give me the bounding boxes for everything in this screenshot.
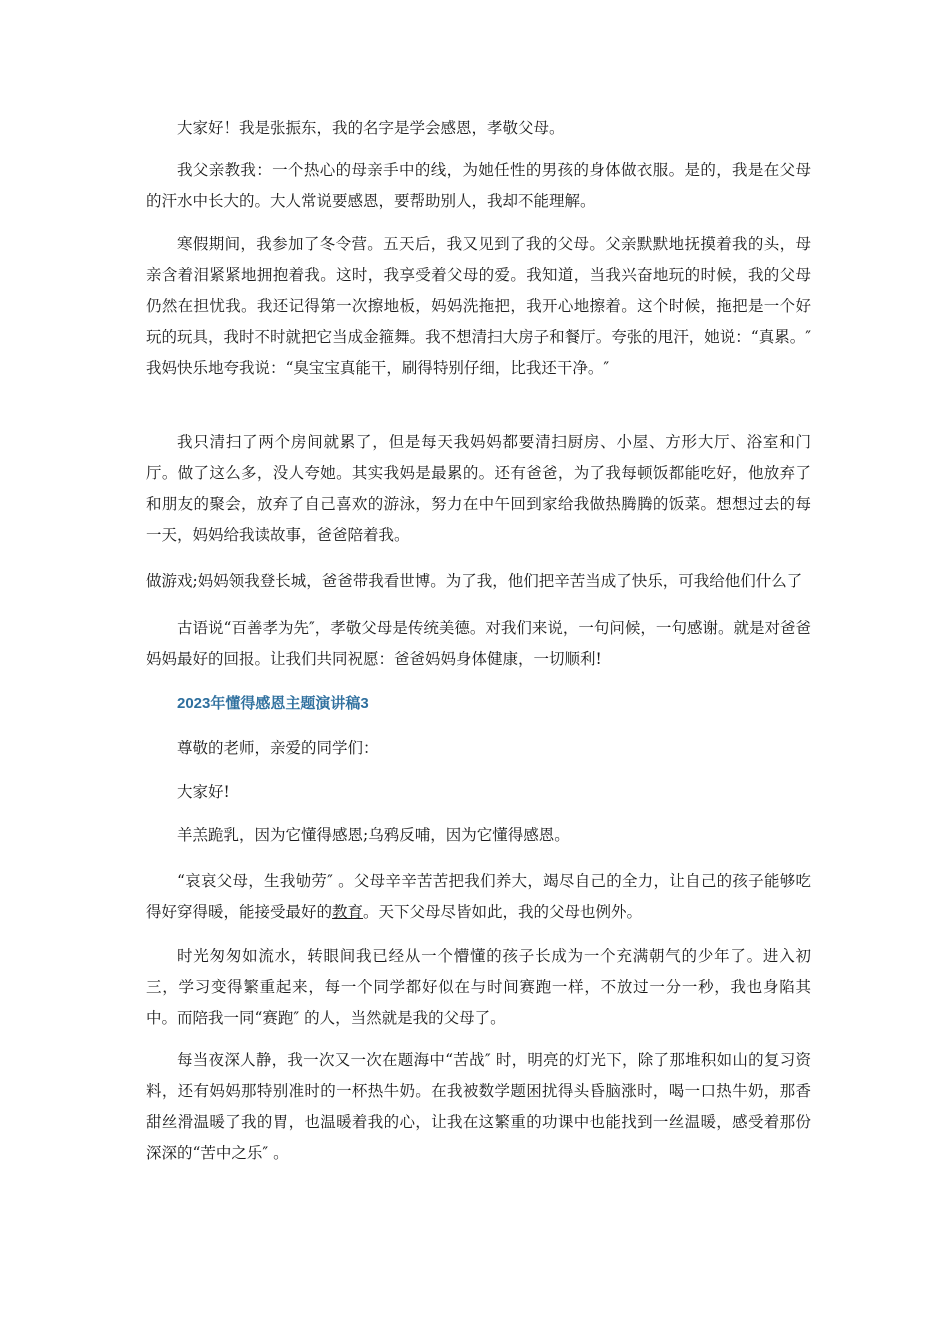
paragraph-filial-piety: 古语说“百善孝为先″，孝敬父母是传统美德。对我们来说，一句问候，一句感谢。就是对爸爸妈妈最好的回报。让我们共同祝愿：爸爸妈妈身体健康，一切顺利! [146,619,811,668]
paragraph-night-study: 每当夜深人静，我一次又一次在题海中“苦战″ 时，明亮的灯光下，除了那堆积如山的复习资料，还有妈妈那特别准时的一杯热牛奶。在我被数学题困扰得头昏脑涨时，喝一口热牛奶，那香甜丝滑温暖了我的胃，也温暖着我的心，让我在这繁重的功课中也能找到一丝温暖，感受着那份深深的“苦中之乐″ 。 [146,1051,811,1162]
parents-text-after: 。天下父母尽皆如此，我的父母也例外。 [363,903,643,921]
paragraph-gratitude: 羊羔跪乳，因为它懂得感恩;乌鸦反哺，因为它懂得感恩。 [177,826,570,844]
paragraph-hello: 大家好! [177,783,230,801]
education-link[interactable]: 教育 [332,903,364,921]
parents-text-before: “哀哀父母，生我劬劳″ 。父母辛辛苦苦把我们养大，竭尽自己的全力，让自己的孩子能够吃得好穿得暖，能接受最好的 [146,872,811,921]
paragraph-greeting: 尊敬的老师，亲爱的同学们： [177,739,379,757]
paragraph-winter-camp: 寒假期间，我参加了冬令营。五天后，我又见到了我的父母。父亲默默地抚摸着我的头，母亲含着泪紧紧地拥抱着我。这时，我享受着父母的爱。我知道，当我兴奋地玩的时候，我的父母仍然在担忧我。我还记得第一次擦地板，妈妈洗拖把，我开心地擦着。这个时候，拖把是一个好玩的玩具，我时不时就把它当成金箍舞。我不想清扫大房子和餐厅。夸张的甩汗，她说：“真累。″ 我妈快乐地夸我说：“臭宝宝真能干，刷得特别仔细，比我还干净。″ [146,235,811,377]
paragraph-games: 做游戏;妈妈领我登长城，爸爸带我看世博。为了我，他们把辛苦当成了快乐，可我给他们什么了 [146,572,803,590]
section-title: 2023年懂得感恩主题演讲稿3 [177,695,369,712]
paragraph-parents [146,866,811,928]
paragraph-father: 我父亲教我：一个热心的母亲手中的线，为她任性的男孩的身体做衣服。是的，我是在父母的汗水中长大的。大人常说要感恩，要帮助别人，我却不能理解。 [146,161,811,210]
paragraph-intro: 大家好！我是张振东，我的名字是学会感恩，孝敬父母。 [177,119,565,137]
paragraph-cleaning: 我只清扫了两个房间就累了，但是每天我妈妈都要清扫厨房、小屋、方形大厅、浴室和门厅。做了这么多，没人夸她。其实我妈是最累的。还有爸爸，为了我每顿饭都能吃好，他放弃了和朋友的聚会，放弃了自己喜欢的游泳，努力在中午回到家给我做热腾腾的饭菜。想想过去的每一天，妈妈给我读故事，爸爸陪着我。 [146,433,811,544]
paragraph-time: 时光匆匆如流水，转眼间我已经从一个懵懂的孩子长成为一个充满朝气的少年了。进入初三，学习变得繁重起来，每一个同学都好似在与时间赛跑一样，不放过一分一秒，我也身陷其中。而陪我一同“赛跑″ 的人，当然就是我的父母了。 [146,947,811,1027]
